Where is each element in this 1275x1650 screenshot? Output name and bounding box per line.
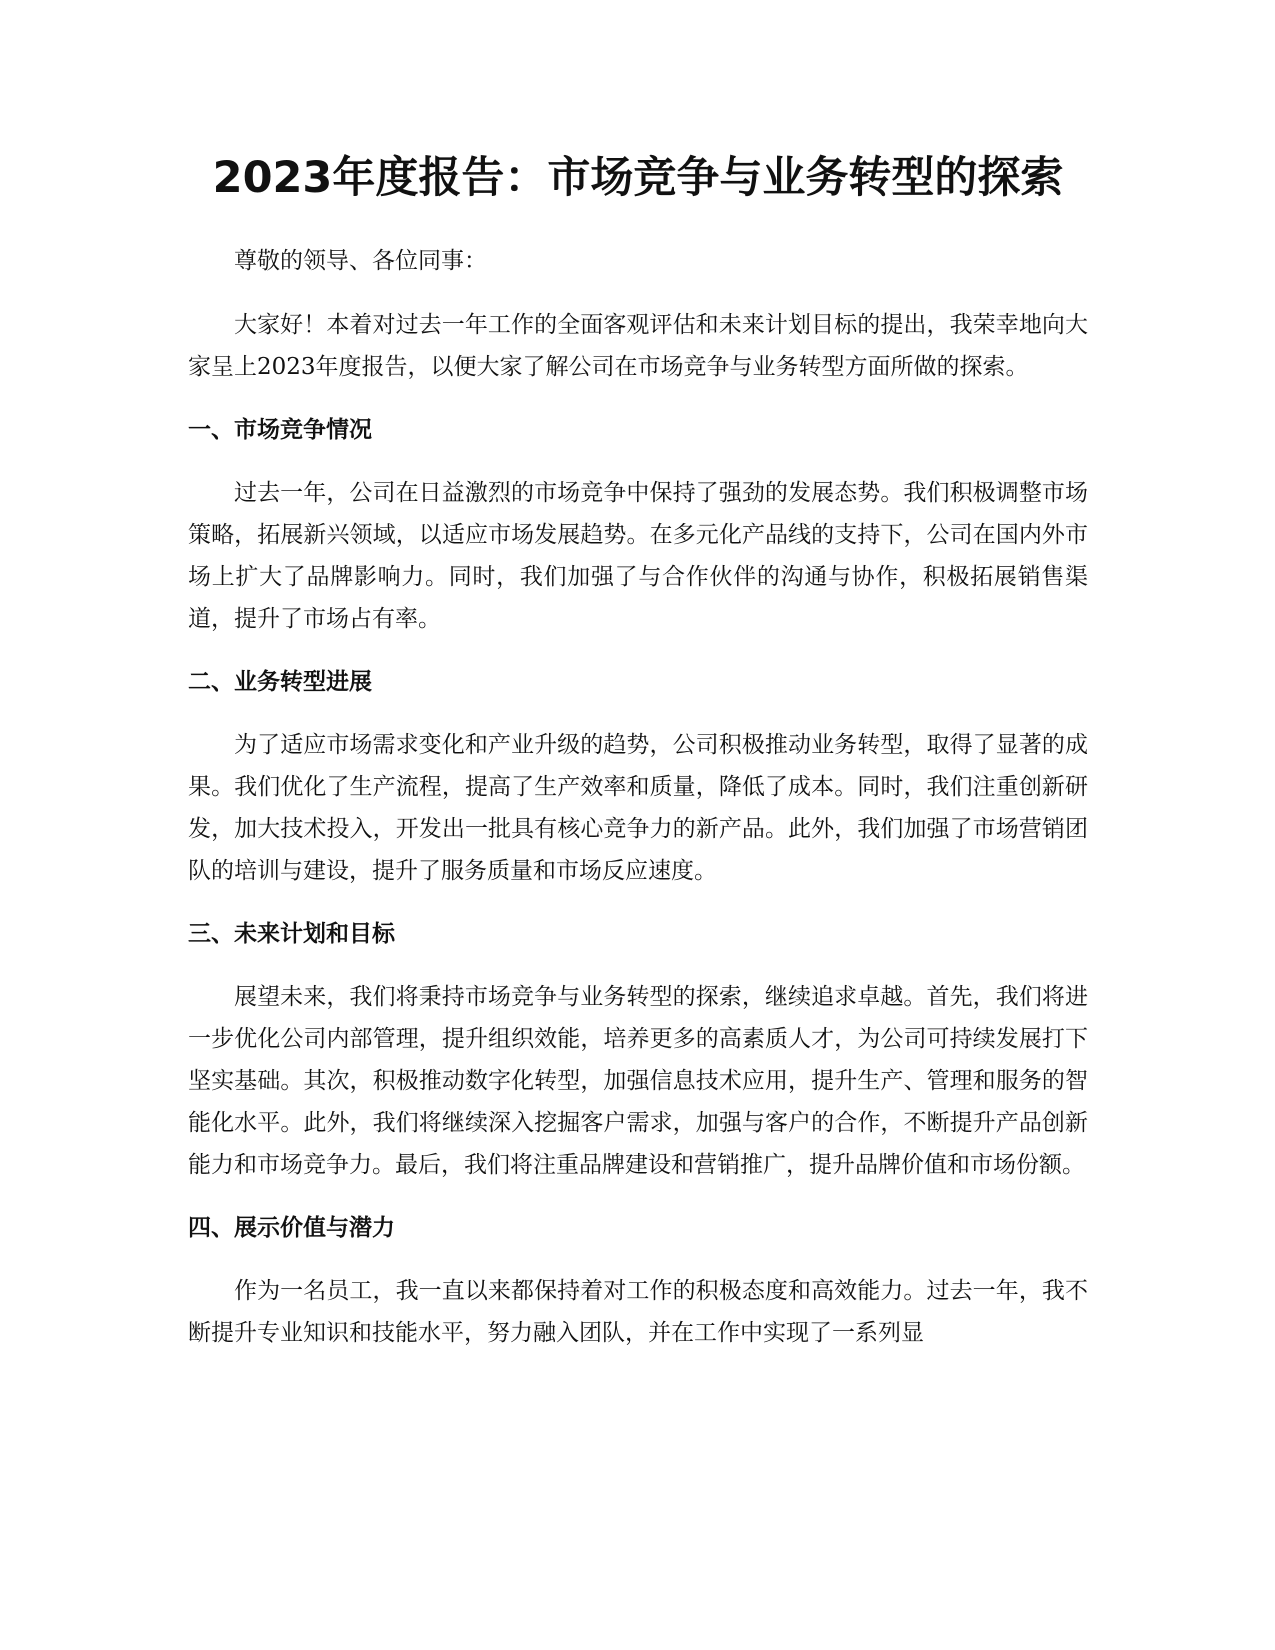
document-page	[188, 148, 1088, 1376]
section-paragraph: 为了适应市场需求变化和产业升级的趋势，公司积极推动业务转型，取得了显著的成果。我们优化了生产流程，提高了生产效率和质量，降低了成本。同时，我们注重创新研发，加大技术投入，开发出一批具有核心竞争力的新产品。此外，我们加强了市场营销团队的培训与建设，提升了服务质量和市场反应速度。	[188, 732, 1088, 884]
document-title: 2023年度报告：市场竞争与业务转型的探索	[212, 153, 1064, 203]
section-value-potential	[188, 1208, 1088, 1354]
intro-paragraph: 大家好！本着对过去一年工作的全面客观评估和未来计划目标的提出，我荣幸地向大家呈上2023年度报告，以便大家了解公司在市场竞争与业务转型方面所做的探索。	[188, 312, 1088, 380]
section-heading: 二、业务转型进展	[188, 669, 372, 695]
section-paragraph: 展望未来，我们将秉持市场竞争与业务转型的探索，继续追求卓越。首先，我们将进一步优化公司内部管理，提升组织效能，培养更多的高素质人才，为公司可持续发展打下坚实基础。其次，积极推动数字化转型，加强信息技术应用，提升生产、管理和服务的智能化水平。此外，我们将继续深入挖掘客户需求，加强与客户的合作，不断提升产品创新能力和市场竞争力。最后，我们将注重品牌建设和营销推广，提升品牌价值和市场份额。	[188, 984, 1088, 1178]
section-paragraph: 过去一年，公司在日益激烈的市场竞争中保持了强劲的发展态势。我们积极调整市场策略，拓展新兴领域，以适应市场发展趋势。在多元化产品线的支持下，公司在国内外市场上扩大了品牌影响力。同时，我们加强了与合作伙伴的沟通与协作，积极拓展销售渠道，提升了市场占有率。	[188, 480, 1088, 632]
section-future-plans	[188, 914, 1088, 1186]
section-business-transformation	[188, 662, 1088, 892]
salutation: 尊敬的领导、各位同事：	[234, 248, 487, 274]
section-paragraph: 作为一名员工，我一直以来都保持着对工作的积极态度和高效能力。过去一年，我不断提升专业知识和技能水平，努力融入团队，并在工作中实现了一系列显	[188, 1278, 1088, 1346]
section-heading: 三、未来计划和目标	[188, 921, 395, 947]
section-heading: 四、展示价值与潜力	[188, 1215, 395, 1241]
section-market-competition	[188, 410, 1088, 640]
section-heading: 一、市场竞争情况	[188, 417, 372, 443]
